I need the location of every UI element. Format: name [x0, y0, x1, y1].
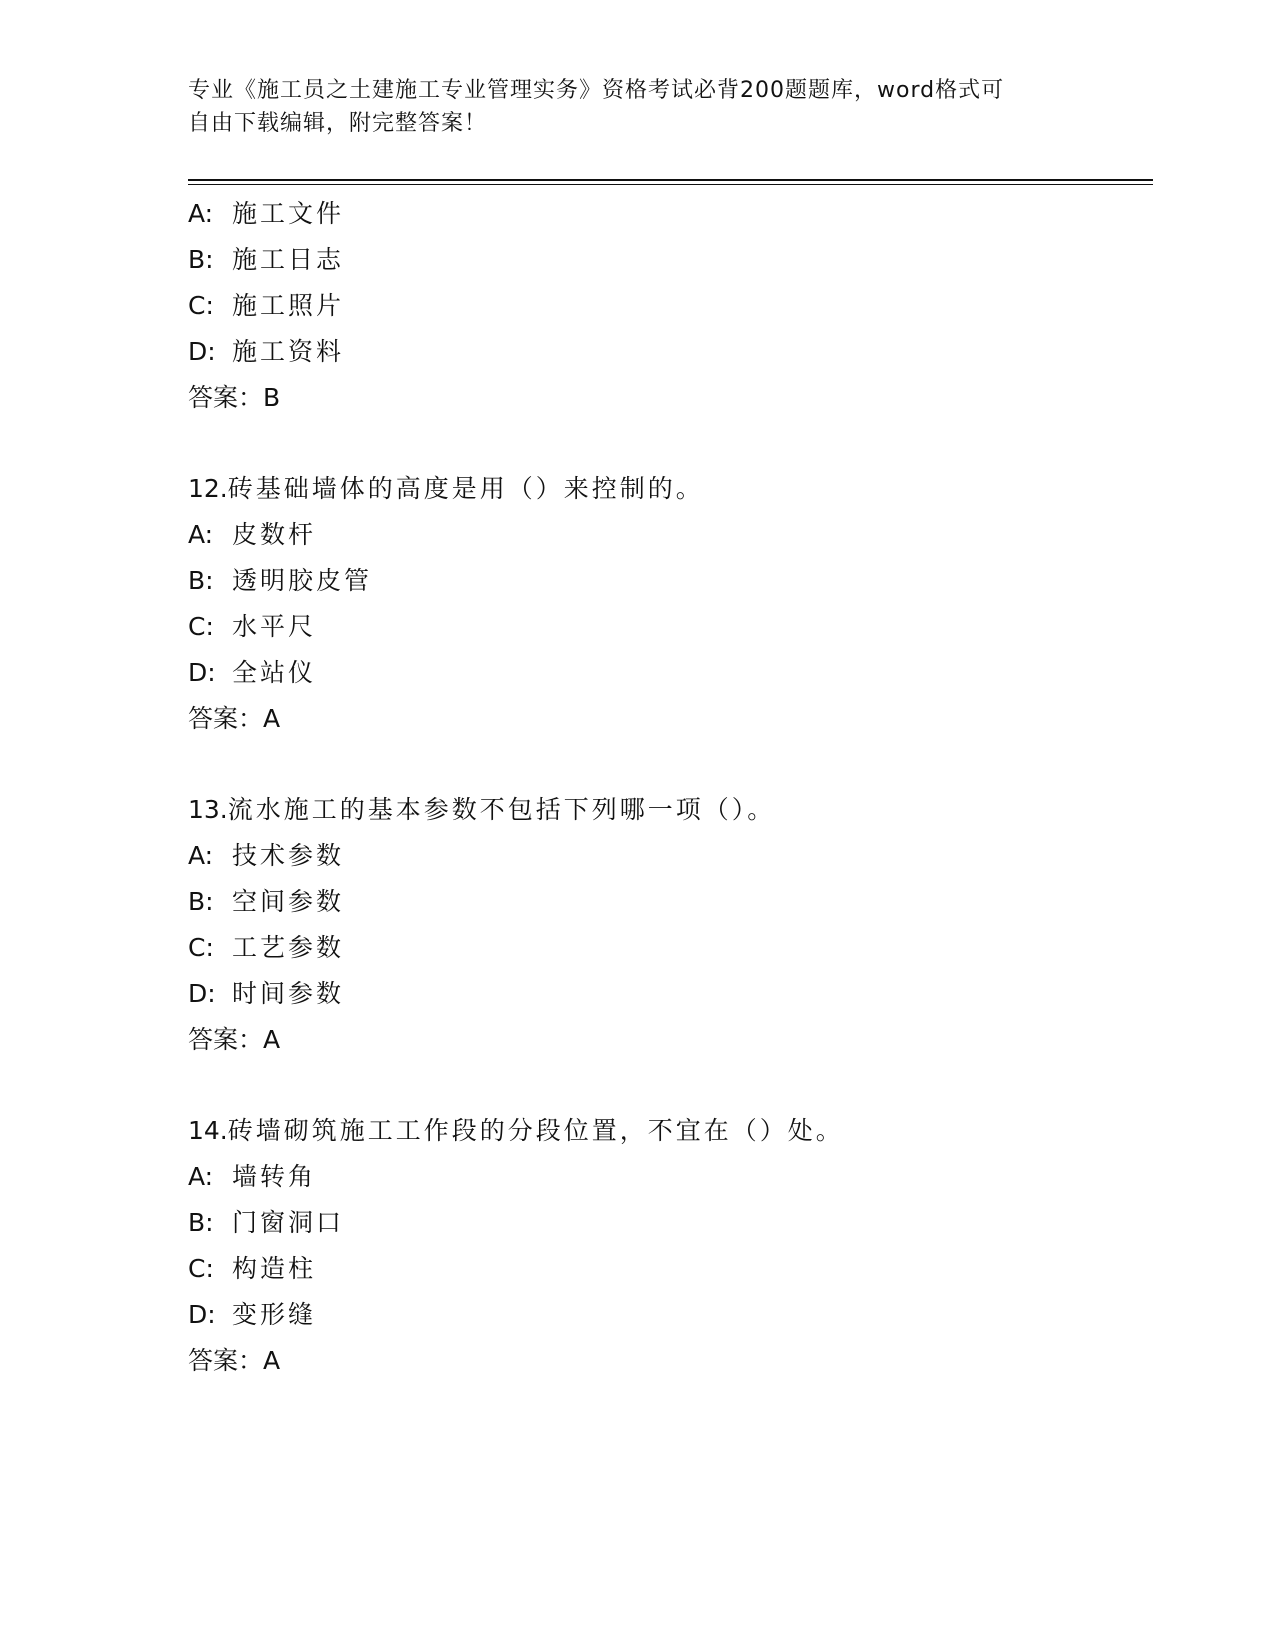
- option-text: 施工日志: [232, 245, 345, 274]
- option-c: [188, 925, 1148, 971]
- option-text: 施工照片: [232, 291, 345, 320]
- option-letter: A:: [188, 199, 214, 228]
- option-a: [188, 833, 1148, 879]
- option-text: 皮数杆: [232, 520, 317, 549]
- answer-label: 答案：: [188, 704, 264, 733]
- question-list: [188, 191, 1148, 1384]
- page-header: [188, 74, 1068, 140]
- option-letter: B:: [188, 245, 214, 274]
- option-text: 技术参数: [232, 841, 345, 870]
- option-text: 墙转角: [232, 1162, 317, 1191]
- question-stem: [188, 787, 1148, 833]
- option-letter: C:: [188, 291, 214, 320]
- question-number: 13.: [188, 795, 228, 824]
- question-14: [188, 1108, 1148, 1384]
- answer-label: 答案：: [188, 1025, 264, 1054]
- question-spacer: [188, 421, 1148, 466]
- option-text: 构造柱: [232, 1254, 317, 1283]
- answer-label: 答案：: [188, 383, 264, 412]
- option-letter: B:: [188, 887, 214, 916]
- option-b: [188, 879, 1148, 925]
- header-title-line-2: 自由下载编辑，附完整答案！: [188, 111, 488, 136]
- option-c: [188, 283, 1148, 329]
- header-divider-thick: [188, 179, 1153, 181]
- option-letter: B:: [188, 1208, 214, 1237]
- question-text: 砖基础墙体的高度是用（）来控制的。: [227, 474, 704, 503]
- question-13: [188, 787, 1148, 1063]
- option-letter: D:: [188, 979, 216, 1008]
- option-letter: A:: [188, 841, 214, 870]
- option-letter: C:: [188, 1254, 214, 1283]
- option-text: 全站仪: [232, 658, 317, 687]
- question-stem: [188, 466, 1148, 512]
- option-text: 变形缝: [232, 1300, 317, 1329]
- option-text: 工艺参数: [232, 933, 345, 962]
- answer-line: [188, 696, 1148, 742]
- answer-value: A: [263, 1346, 281, 1375]
- answer-label: 答案：: [188, 1346, 264, 1375]
- option-a: [188, 191, 1148, 237]
- option-text: 空间参数: [232, 887, 345, 916]
- option-letter: C:: [188, 612, 214, 641]
- option-letter: B:: [188, 566, 214, 595]
- option-letter: A:: [188, 1162, 214, 1191]
- option-letter: D:: [188, 658, 216, 687]
- option-text: 门窗洞口: [232, 1208, 345, 1237]
- question-spacer: [188, 742, 1148, 787]
- option-d: [188, 329, 1148, 375]
- option-c: [188, 604, 1148, 650]
- question-stem: [188, 1108, 1148, 1154]
- option-a: [188, 1154, 1148, 1200]
- option-b: [188, 1200, 1148, 1246]
- answer-line: [188, 375, 1148, 421]
- option-text: 透明胶皮管: [232, 566, 373, 595]
- header-title-line-1: 专业《施工员之土建施工专业管理实务》资格考试必背200题题库，word格式可: [188, 78, 1005, 103]
- question-text: 流水施工的基本参数不包括下列哪一项（）。: [227, 795, 776, 824]
- answer-line: [188, 1017, 1148, 1063]
- header-divider-thin: [188, 184, 1153, 185]
- option-text: 施工资料: [232, 337, 345, 366]
- option-text: 水平尺: [232, 612, 317, 641]
- option-letter: C:: [188, 933, 214, 962]
- option-d: [188, 1292, 1148, 1338]
- option-a: [188, 512, 1148, 558]
- answer-line: [188, 1338, 1148, 1384]
- option-d: [188, 971, 1148, 1017]
- answer-value: A: [263, 1025, 281, 1054]
- option-b: [188, 558, 1148, 604]
- question-spacer: [188, 1063, 1148, 1108]
- option-c: [188, 1246, 1148, 1292]
- option-letter: D:: [188, 337, 216, 366]
- answer-value: A: [263, 704, 281, 733]
- option-d: [188, 650, 1148, 696]
- answer-value: B: [263, 383, 281, 412]
- option-b: [188, 237, 1148, 283]
- option-text: 时间参数: [232, 979, 345, 1008]
- option-letter: A:: [188, 520, 214, 549]
- question-12: [188, 466, 1148, 742]
- question-text: 砖墙砌筑施工工作段的分段位置，不宜在（）处。: [227, 1116, 844, 1145]
- option-text: 施工文件: [232, 199, 345, 228]
- question-number: 12.: [188, 474, 228, 503]
- question-number: 14.: [188, 1116, 228, 1145]
- question-11: [188, 191, 1148, 421]
- option-letter: D:: [188, 1300, 216, 1329]
